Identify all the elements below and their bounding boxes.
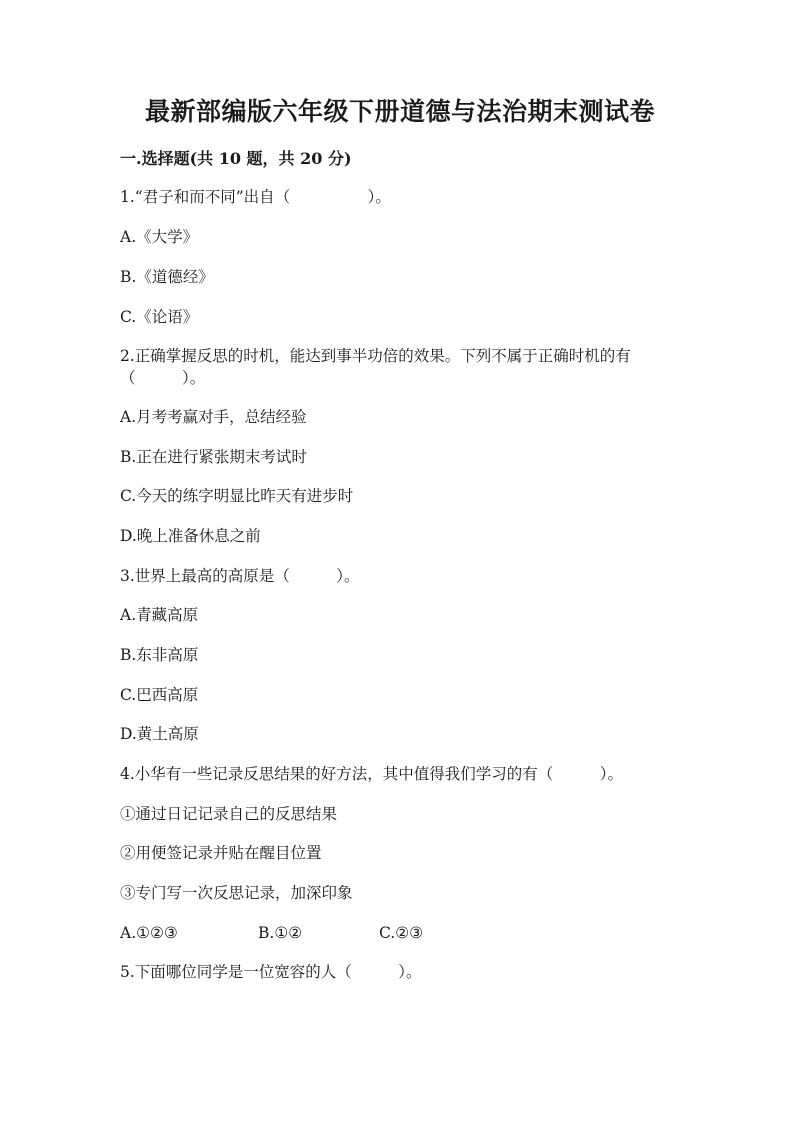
question-2-option-b[interactable]: B.正在进行紧张期末考试时 — [120, 448, 307, 466]
question-2-stem-line2: （ ）。 — [120, 369, 206, 387]
question-4-options-row — [120, 922, 720, 944]
question-1-option-a[interactable]: A.《大学》 — [120, 228, 199, 246]
question-2-option-d[interactable]: D.晚上准备休息之前 — [120, 527, 261, 545]
question-1-option-c[interactable]: C.《论语》 — [120, 308, 199, 326]
question-1-option-b[interactable]: B.《道德经》 — [120, 268, 214, 286]
question-2-stem-line1: 2.正确掌握反思的时机，能达到事半功倍的效果。下列不属于正确时机的有 — [120, 347, 631, 365]
question-2-option-a[interactable]: A.月考考赢对手，总结经验 — [120, 408, 307, 426]
question-4-stem: 4.小华有一些记录反思结果的好方法，其中值得我们学习的有（ ）。 — [120, 765, 624, 783]
question-4-option-c[interactable]: C.②③ — [379, 924, 424, 942]
question-5-stem: 5.下面哪位同学是一位宽容的人（ ）。 — [120, 963, 422, 981]
question-3-option-c[interactable]: C.巴西高原 — [120, 686, 199, 704]
question-4-option-a[interactable]: A.①②③ — [120, 924, 178, 942]
question-3-stem: 3.世界上最高的高原是（ ）。 — [120, 567, 360, 585]
question-4-item-3: ③专门写一次反思记录，加深印象 — [120, 884, 353, 902]
question-4-option-b[interactable]: B.①② — [258, 924, 303, 942]
question-3-option-a[interactable]: A.青藏高原 — [120, 606, 199, 624]
question-3-option-b[interactable]: B.东非高原 — [120, 646, 199, 664]
question-2-option-c[interactable]: C.今天的练字明显比昨天有进步时 — [120, 487, 354, 505]
question-3-option-d[interactable]: D.黄土高原 — [120, 725, 199, 743]
question-1-stem: 1.“君子和而不同”出自（ ）。 — [120, 188, 391, 206]
section-heading: 一.选择题(共 10 题，共 20 分) — [120, 149, 352, 168]
question-4-item-1: ①通过日记记录自己的反思结果 — [120, 805, 338, 823]
question-4-item-2: ②用便签记录并贴在醒目位置 — [120, 844, 322, 862]
page-title: 最新部编版六年级下册道德与法治期末测试卷 — [144, 97, 655, 126]
